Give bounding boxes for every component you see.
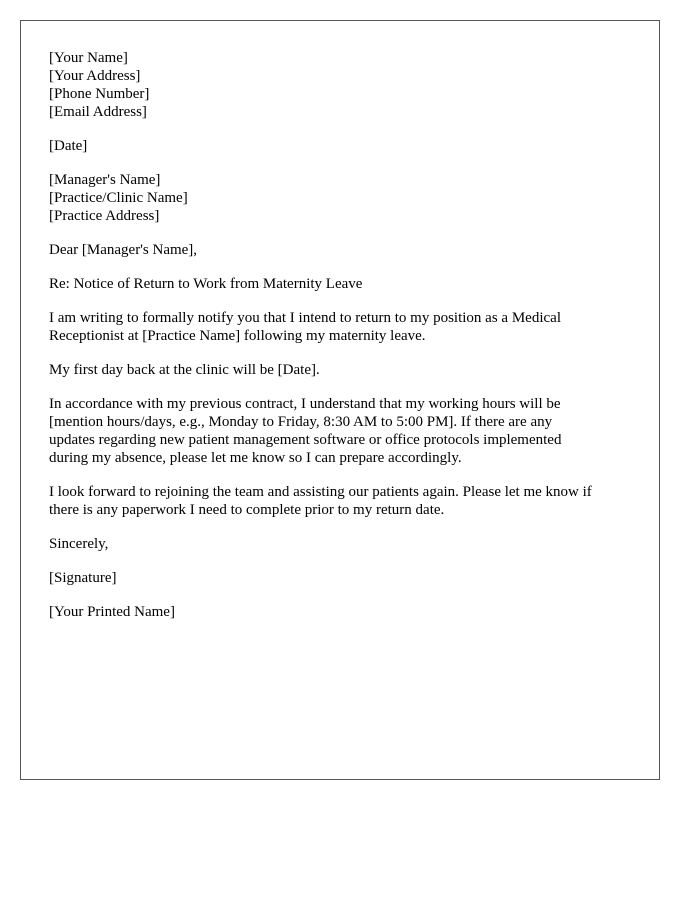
letter-page	[20, 20, 660, 780]
body-paragraph-3-line-2: [mention hours/days, e.g., Monday to Friday, 8:30 AM to 5:00 PM]. If there are any	[49, 414, 553, 430]
sender-phone: [Phone Number]	[49, 86, 150, 102]
recipient-address: [Practice Address]	[49, 208, 160, 224]
printed-name: [Your Printed Name]	[49, 604, 175, 620]
body-paragraph-4-line-2: there is any paperwork I need to complete prior to my return date.	[49, 502, 445, 518]
recipient-block	[49, 171, 639, 225]
recipient-name: [Manager's Name]	[49, 172, 161, 188]
salutation	[49, 241, 639, 259]
printed-name-block	[49, 603, 639, 621]
body-paragraph-4	[49, 483, 639, 519]
subject-line	[49, 275, 639, 293]
date-block	[49, 137, 639, 155]
body-paragraph-2-line-1: My first day back at the clinic will be [Date].	[49, 362, 320, 378]
body-paragraph-3-line-3: updates regarding new patient management software or office protocols implemented	[49, 432, 562, 448]
body-paragraph-3	[49, 395, 639, 467]
body-paragraph-1	[49, 309, 639, 345]
body-paragraph-4-line-1: I look forward to rejoining the team and assisting our patients again. Please let me know if	[49, 484, 592, 500]
sender-address: [Your Address]	[49, 68, 141, 84]
recipient-practice: [Practice/Clinic Name]	[49, 190, 188, 206]
sender-email: [Email Address]	[49, 104, 147, 120]
body-paragraph-2	[49, 361, 639, 379]
body-paragraph-1-line-1: I am writing to formally notify you that I intend to return to my position as a Medical	[49, 310, 561, 326]
body-paragraph-1-line-2: Receptionist at [Practice Name] following my maternity leave.	[49, 328, 426, 344]
signature-placeholder: [Signature]	[49, 570, 117, 586]
body-paragraph-3-line-1: In accordance with my previous contract, I understand that my working hours will be	[49, 396, 561, 412]
subject-text: Re: Notice of Return to Work from Maternity Leave	[49, 276, 363, 292]
sender-block	[49, 49, 639, 121]
closing	[49, 535, 639, 553]
sender-name: [Your Name]	[49, 50, 128, 66]
letter-date: [Date]	[49, 138, 88, 154]
letter-content	[49, 49, 639, 637]
closing-text: Sincerely,	[49, 536, 109, 552]
body-paragraph-3-line-4: during my absence, please let me know so I can prepare accordingly.	[49, 450, 462, 466]
salutation-text: Dear [Manager's Name],	[49, 242, 198, 258]
signature-block	[49, 569, 639, 587]
